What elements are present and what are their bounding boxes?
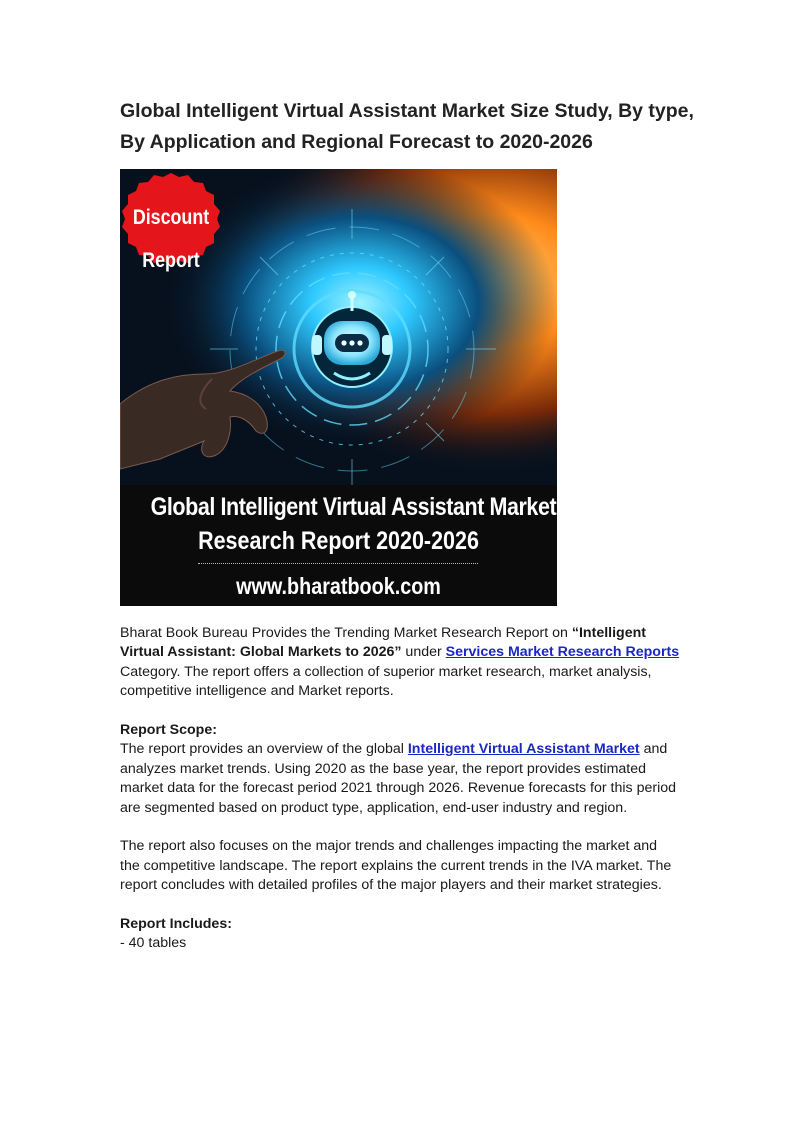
badge-text-discount: Discount	[132, 206, 210, 229]
scope-heading: Report Scope:	[120, 722, 217, 739]
services-reports-link[interactable]: Services Market Research Reports	[445, 644, 680, 661]
intro-text-3: Category. The report offers a collection of superior market research, market analysis, competitive intelligence and Market reports.	[120, 663, 652, 700]
banner-caption-line-2: Research Report 2020-2026	[198, 527, 479, 555]
scope-section	[120, 721, 680, 818]
report-body	[120, 624, 680, 973]
intro-text-1: Bharat Book Bureau Provides the Trending Market Research Report on	[120, 625, 572, 641]
banner-caption-line-1: Global Intelligent Virtual Assistant Market	[150, 493, 557, 521]
focus-paragraph: The report also focuses on the major trends and challenges impacting the market and the competitive landscape. The report explains the current trends in the IVA market. The report concludes with detailed profiles of the major players and their market strategies.	[120, 838, 672, 894]
report-banner-image	[120, 169, 557, 606]
scope-text-2: and analyzes market trends. Using 2020 as the base year, the report provides estimated market data for the forecast period 2021 through 2026. Revenue forecasts for this period are segmented based on product type, application, end-user industry and region.	[120, 741, 677, 816]
title-line-2: By Application and Regional Forecast to 2020-2026	[120, 131, 593, 153]
iva-market-link[interactable]: Intelligent Virtual Assistant Market	[407, 741, 640, 758]
report-name: “Intelligent Virtual Assistant: Global Markets to 2026”	[120, 625, 646, 661]
page-title	[120, 96, 720, 158]
includes-heading: Report Includes:	[120, 916, 232, 933]
title-line-1: Global Intelligent Virtual Assistant Market Size Study, By type,	[120, 100, 694, 122]
banner-url: www.bharatbook.com	[236, 573, 441, 599]
includes-item-tables: - 40 tables	[120, 935, 187, 952]
includes-section	[120, 915, 680, 954]
intro-paragraph	[120, 624, 680, 702]
badge-text-report: Report	[142, 249, 200, 272]
intro-text-2: under	[401, 644, 446, 661]
banner-divider	[198, 563, 478, 564]
scope-text-1: The report provides an overview of the global	[120, 741, 408, 758]
